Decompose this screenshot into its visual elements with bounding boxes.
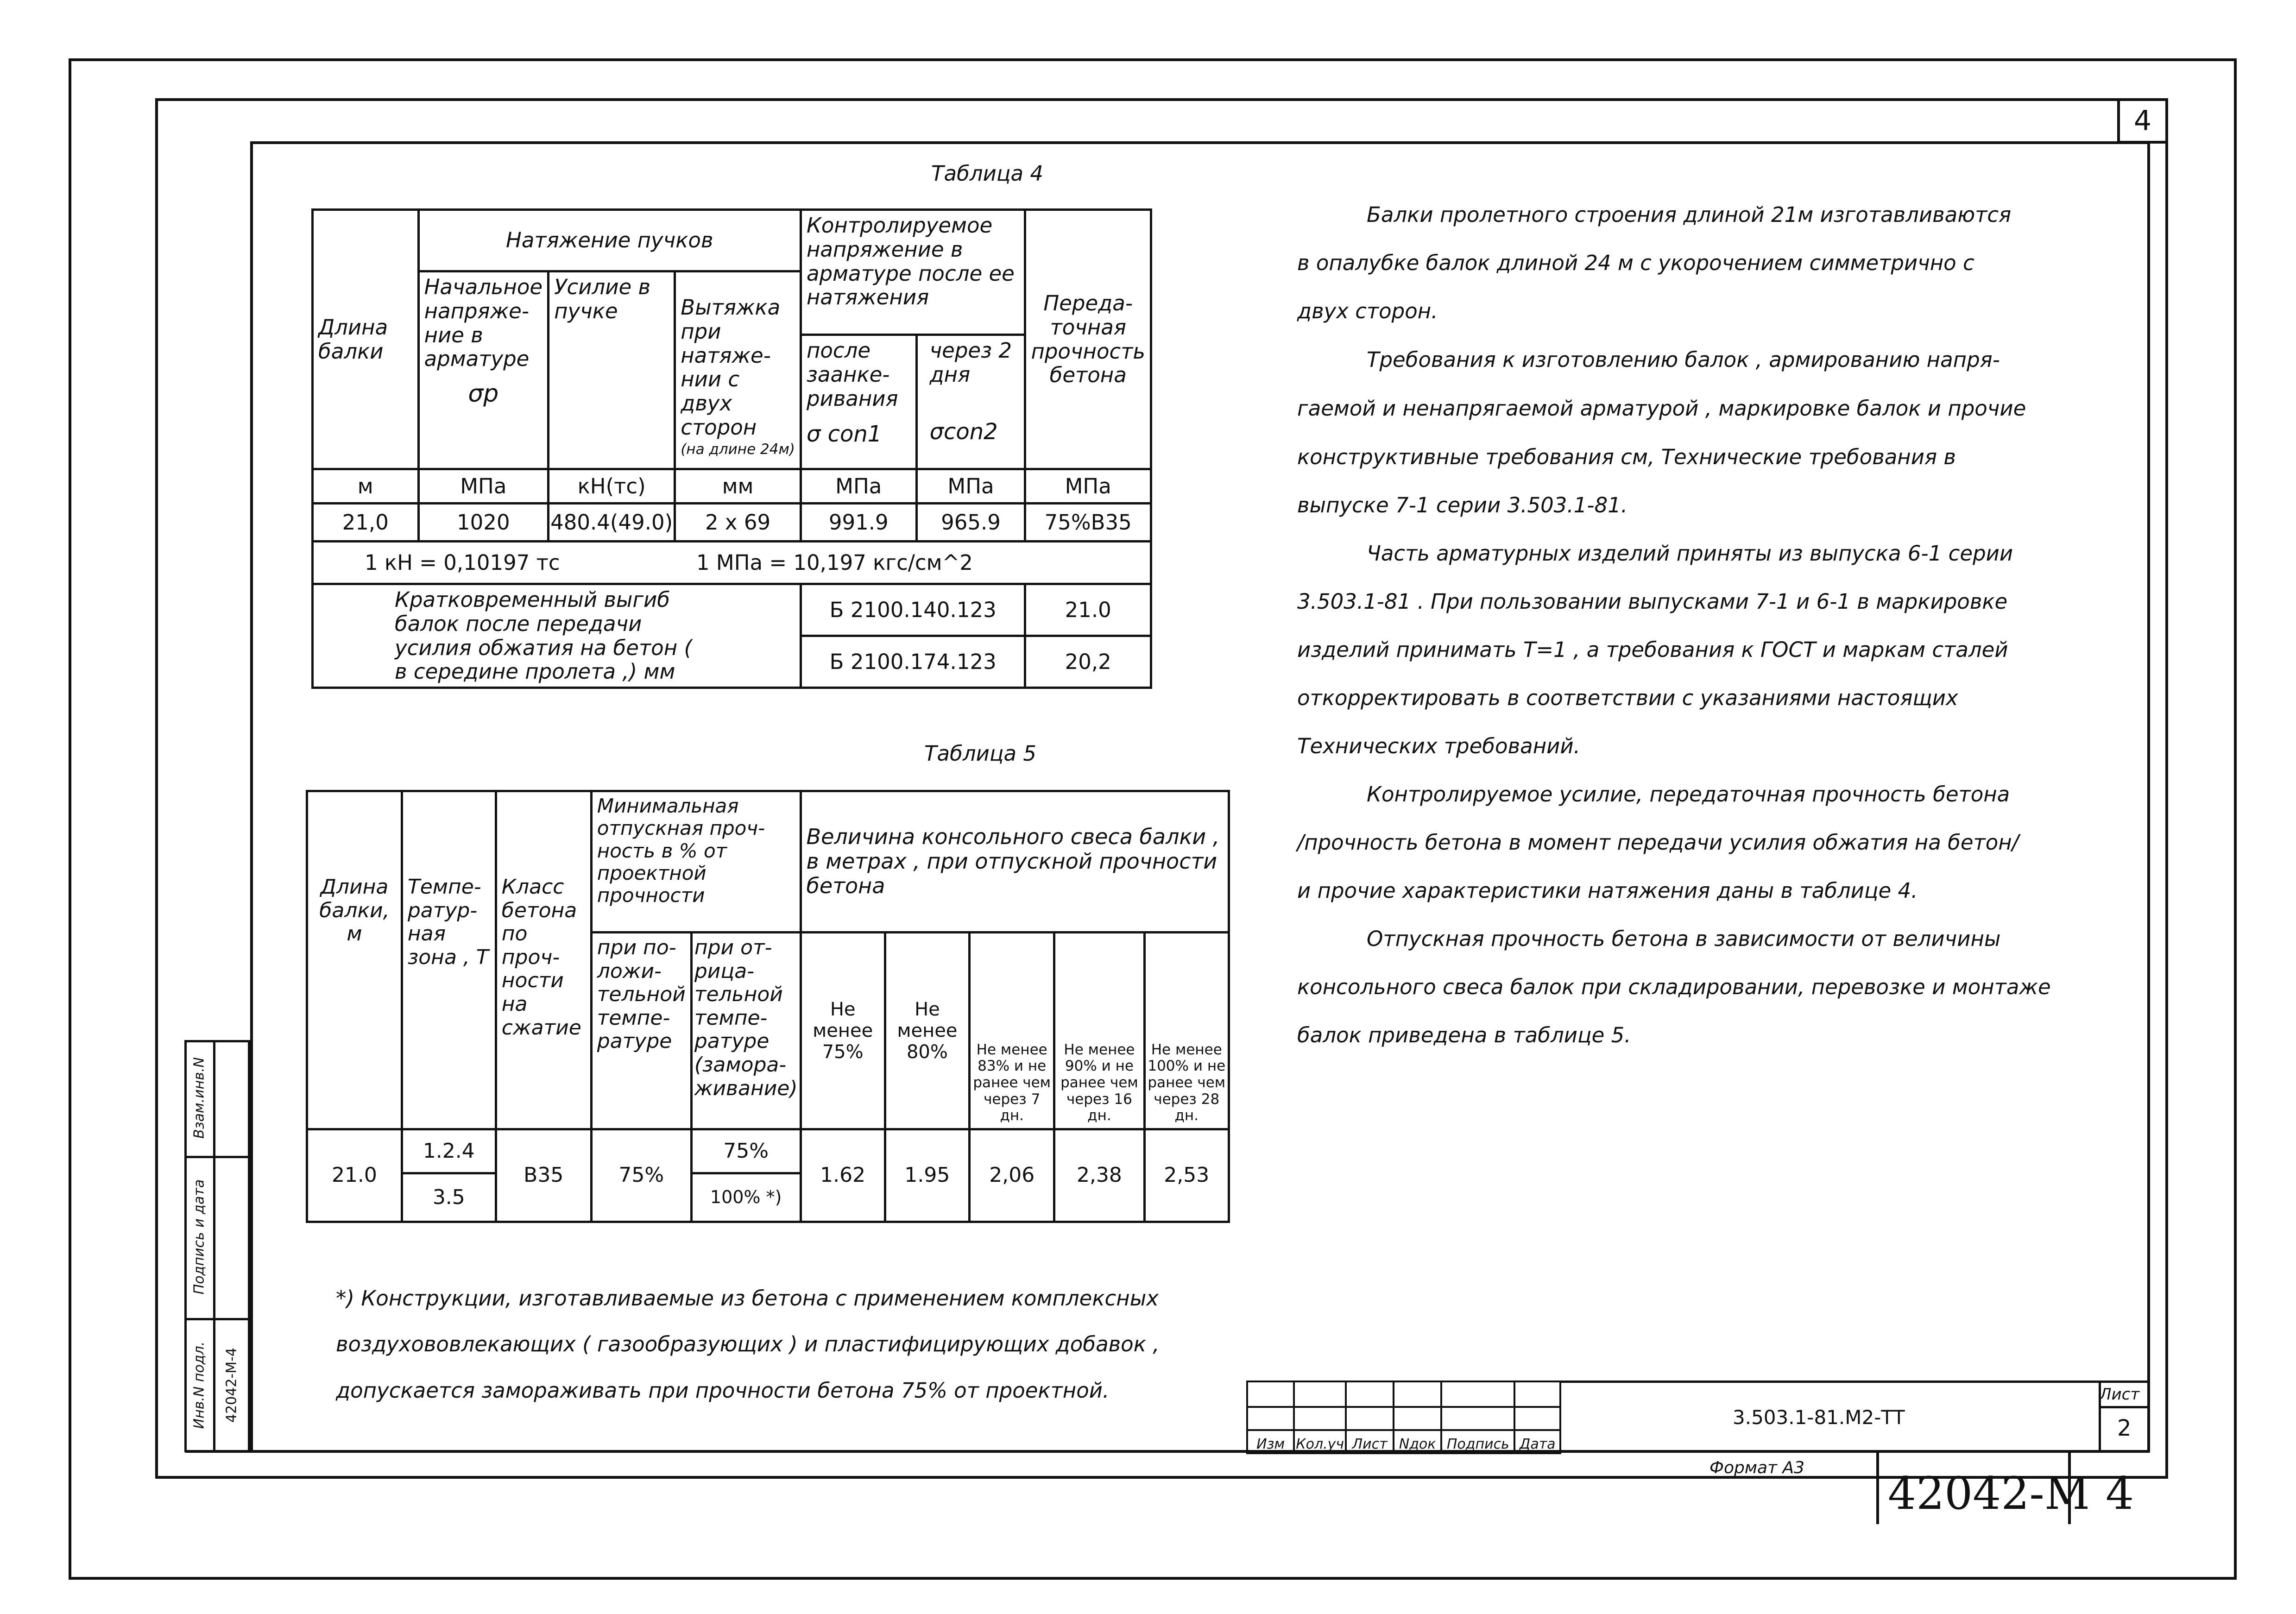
note-line-10: изделий принимать Т=1 , а требования к ГОСТ и маркам сталей xyxy=(1297,637,2008,662)
note-line-1: Балки пролетного строения длиной 21м изготавливаются xyxy=(1367,202,2012,227)
tb-col-3: Nдок xyxy=(1394,1430,1441,1453)
t5-h-pos: при по-ложи-тельной темпе-ратуре xyxy=(591,933,691,1129)
t5-cell-zone-1: 1.2.4 xyxy=(402,1129,496,1173)
inventory-number: 42042-М xyxy=(1888,1468,2090,1519)
t4-h-force: Усилие в пучке xyxy=(549,271,675,469)
note-line-5: гаемой и ненапрягаемой арматурой , маркировке балок и прочие xyxy=(1297,396,2026,421)
t4-cell-initial: 1020 xyxy=(418,504,549,542)
title-block-columns xyxy=(1246,1381,1561,1454)
t4-unit-5: МПа xyxy=(916,469,1025,504)
t4-defl-mark-2: Б 2100.174.123 xyxy=(801,636,1025,688)
t5-cell-length: 21.0 xyxy=(307,1129,402,1222)
t4-defl-value-2: 20,2 xyxy=(1025,636,1151,688)
tb-col-0: Изм xyxy=(1247,1430,1294,1453)
note-line-7: выпуске 7-1 серии 3.503.1-81. xyxy=(1297,493,1628,517)
tb-col-2: Лист xyxy=(1346,1430,1394,1453)
t5-h-col-1: Не менее 80% xyxy=(885,933,969,1129)
footnote-line-3: допускается замораживать при прочности бетона 75% от проектной. xyxy=(336,1378,1110,1403)
table5 xyxy=(306,790,1230,1223)
note-line-8: Часть арматурных изделий приняты из выпуска 6-1 серии xyxy=(1367,541,2013,566)
note-line-13: Контролируемое усилие, передаточная прочность бетона xyxy=(1367,782,2010,807)
footnote-line-1: *) Конструкции, изготавливаемые из бетона с применением комплексных xyxy=(336,1286,1159,1311)
t4-h-initial xyxy=(418,271,549,469)
side-stamp-rule-2 xyxy=(184,1318,250,1320)
border-line-left xyxy=(250,141,253,1452)
t5-cell-class: В35 xyxy=(496,1129,591,1222)
t4-cell-elong: 2 х 69 xyxy=(675,504,801,542)
t5-h-col-0: Не менее 75% xyxy=(801,933,885,1129)
t4-unit-1: МПа xyxy=(418,469,549,504)
t4-conv-1: 1 кН = 0,10197 тс xyxy=(365,550,560,575)
t4-deflection-label: Кратковременный выгиб балок после передачи усилия обжатия на бетон ( в середине пролета ,) мм xyxy=(313,584,801,688)
t4-cell-length: 21,0 xyxy=(313,504,419,542)
t4-h-after xyxy=(801,335,916,469)
t4-h-tension: Натяжение пучков xyxy=(418,210,801,271)
note-line-15: и прочие характеристики натяжения даны в таблице 4. xyxy=(1297,878,1918,903)
bottom-sheet-number: 4 xyxy=(2106,1468,2134,1519)
title-block-code: 3.503.1-81.М2-ТТ xyxy=(1733,1406,1905,1429)
t4-conversion xyxy=(313,542,1151,584)
t4-unit-2: кН(тс) xyxy=(549,469,675,504)
title-block-sheet-number: 2 xyxy=(2117,1415,2132,1441)
t4-h-initial-text: Начальное напряже-ние в арматуре xyxy=(424,275,543,372)
t4-conv-2: 1 МПа = 10,197 кгс/см^2 xyxy=(696,550,973,575)
border-line-top xyxy=(250,141,2147,144)
t4-h-elong-text: Вытяжка при натяже-нии с двух сторон xyxy=(681,295,781,440)
t5-cell-zone-2: 3.5 xyxy=(402,1173,496,1222)
t4-h-after-text: после заанке-ривания xyxy=(806,338,898,411)
t5-h-col-2: Не менее 83% и не ранее чем через 7 дн. xyxy=(970,933,1054,1129)
t5-h-class: Класс бетона по проч-ности на сжатие xyxy=(496,791,591,1129)
t4-h-2days-text: через 2 дня xyxy=(929,338,1012,387)
t5-cell-val-1: 1.95 xyxy=(885,1129,969,1222)
t5-h-temp: Темпе-ратур-ная зона , Т xyxy=(402,791,496,1129)
note-line-12: Технических требований. xyxy=(1297,734,1580,758)
tb-col-4: Подпись xyxy=(1441,1430,1514,1453)
title-block-sheet-divider xyxy=(2099,1406,2150,1408)
footnote-line-2: воздухововлекающих ( газообразующих ) и пластифицирующих добавок , xyxy=(336,1332,1160,1356)
note-line-17: консольного свеса балок при складировании, перевозке и монтаже xyxy=(1297,975,2051,999)
note-line-4: Требования к изготовлению балок , армированию напря- xyxy=(1367,347,2000,372)
t4-cell-force: 480.4(49.0) xyxy=(549,504,675,542)
t5-h-col-4: Не менее 100% и не ранее чем через 28 дн. xyxy=(1144,933,1229,1129)
t4-cell-transfer: 75%В35 xyxy=(1025,504,1151,542)
t5-cell-neg-1: 75% xyxy=(691,1129,801,1173)
title-block-sheet-label: Лист xyxy=(2100,1385,2140,1404)
t4-h-after-sym: σ con1 xyxy=(806,421,882,448)
t4-cell-con2: 965.9 xyxy=(916,504,1025,542)
t5-cell-pos: 75% xyxy=(591,1129,691,1222)
t4-defl-value-1: 21.0 xyxy=(1025,584,1151,636)
t4-h-control: Контролируемое напряжение в арматуре после ее натяжения xyxy=(801,210,1025,335)
t5-cell-val-2: 2,06 xyxy=(970,1129,1054,1222)
t5-cell-val-3: 2,38 xyxy=(1054,1129,1144,1222)
side-label-inv: Инв.N подл. xyxy=(191,1341,208,1429)
note-line-18: балок приведена в таблице 5. xyxy=(1297,1023,1631,1047)
t4-h-2days-sym: σcon2 xyxy=(929,418,998,445)
t5-h-length: Длина балки, м xyxy=(307,791,402,1129)
table5-caption: Таблица 5 xyxy=(924,741,1036,766)
tb-col-5: Дата xyxy=(1514,1430,1560,1453)
t5-h-min: Минимальная отпускная проч-ность в % от проектной прочности xyxy=(591,791,801,933)
table4 xyxy=(311,208,1152,689)
note-line-2: в опалубке балок длиной 24 м с укорочением симметрично с xyxy=(1297,251,1974,275)
t4-unit-3: мм xyxy=(675,469,801,504)
note-line-6: конструктивные требования см, Технические требования в xyxy=(1297,445,1956,469)
t4-unit-4: МПа xyxy=(801,469,916,504)
t4-h-transfer: Переда-точная прочность бетона xyxy=(1025,210,1151,469)
side-label-sign: Подпись и дата xyxy=(191,1179,208,1295)
t4-h-initial-sym: σp xyxy=(468,380,499,408)
t5-h-neg: при от-рица-тельной темпе-ратуре (замора-живание) xyxy=(691,933,801,1129)
t4-unit-6: МПа xyxy=(1025,469,1151,504)
t4-cell-con1: 991.9 xyxy=(801,504,916,542)
note-line-11: откорректировать в соответствии с указаниями настоящих xyxy=(1297,686,1958,710)
t5-cell-neg-2: 100% *) xyxy=(691,1173,801,1222)
t5-h-col-3: Не менее 90% и не ранее чем через 16 дн. xyxy=(1054,933,1144,1129)
t5-cell-val-0: 1.62 xyxy=(801,1129,885,1222)
side-stamp-rule-1 xyxy=(184,1156,250,1158)
t4-h-2days xyxy=(916,335,1025,469)
t4-h-elong xyxy=(675,271,801,469)
t4-defl-mark-1: Б 2100.140.123 xyxy=(801,584,1025,636)
border-line-right xyxy=(2147,141,2150,1452)
corner-box: 4 xyxy=(2117,98,2168,144)
tb-col-1: Кол.уч xyxy=(1294,1430,1346,1453)
format-label: Формат А3 xyxy=(1709,1458,1805,1477)
side-label-replace: Взам.инв.N xyxy=(191,1057,208,1139)
note-line-14: /прочность бетона в момент передачи усилия обжатия на бетон/ xyxy=(1297,830,2019,855)
note-line-16: Отпускная прочность бетона в зависимости от величины xyxy=(1367,927,2001,951)
t4-h-length: Длина балки xyxy=(313,210,419,469)
note-line-9: 3.503.1-81 . При пользовании выпусками 7-1 и 6-1 в маркировке xyxy=(1297,589,2008,614)
t4-h-elong-note: (на длине 24м) xyxy=(681,441,795,458)
t4-unit-0: м xyxy=(313,469,419,504)
table4-caption: Таблица 4 xyxy=(931,161,1043,186)
side-inventory-value: 42042-М-4 xyxy=(223,1347,240,1423)
t5-h-overhang: Величина консольного свеса балки , в метрах , при отпускной прочности бетона xyxy=(801,791,1229,933)
note-line-3: двух сторон. xyxy=(1297,299,1438,323)
side-stamp-divider xyxy=(213,1040,215,1452)
t5-cell-val-4: 2,53 xyxy=(1144,1129,1229,1222)
